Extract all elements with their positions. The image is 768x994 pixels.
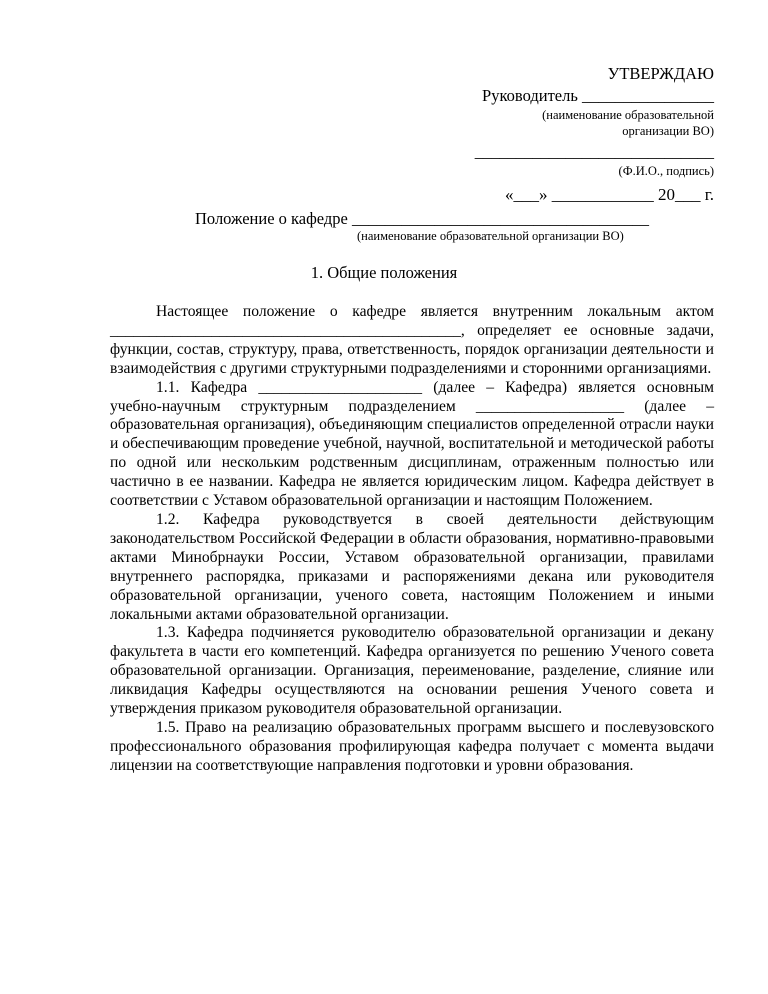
approval-sign-line: _____________________________ <box>474 142 714 161</box>
regulation-title: Положение о кафедре ____________________________________ <box>195 209 649 228</box>
approval-title: УТВЕРЖДАЮ <box>607 64 714 83</box>
paragraph-1-5: 1.5. Право на реализацию образовательных программ высшего и послевузовского профессионального образования профилирующая кафедра получает с момента выдачи лицензии на соответствующие направления подготовки и уровни образования. <box>110 718 714 774</box>
paragraph-intro: Настоящее положение о кафедре является внутренним локальным актом _____________________________________________, определяет ее основные задачи, функции, состав, структуру, права, ответственность, порядок организации деятельности и взаимодействия с другими структурными подразделениями и сторонними организациями. <box>110 303 714 377</box>
approval-head-line: Руководитель ________________ <box>482 86 714 105</box>
section-heading: 1. Общие положения <box>310 263 458 282</box>
paragraph-1-2: 1.2. Кафедра руководствуется в своей деятельности действующим законодательством Российской Федерации в области образования, нормативно-правовыми актами Минобрнауки России, Уставом образовательной организации, правилами внутреннего распорядка, приказами и распоряжениями декана или руководителя образовательной организации, ученого совета, настоящим Положением и иными локальными актами образовательной организации. <box>110 510 714 623</box>
approval-date-line: «___» ____________ 20___ г. <box>504 185 714 204</box>
paragraph-1-1: 1.1. Кафедра _____________________ (далее – Кафедра) является основным учебно-научным структурным подразделением ___________________ (далее – образовательная организация), объединяющим специалистов определенной отрасли науки и обеспечивающим проведение учебной, научной, воспитательной и методической работы по одной или нескольким родственным дисциплинам, отраженным полностью или частично в ее названии. Кафедра не является юридическим лицом. Кафедра действует в соответствии с Уставом образовательной организации и настоящим Положением. <box>110 378 714 510</box>
paragraph-1-3: 1.3. Кафедра подчиняется руководителю образовательной организации и декану факультета в части его компетенций. Кафедра организуется по решению Ученого совета образовательной организации. Организация, переименование, разделение, слияние или ликвидация Кафедры осуществляются на основании решения Ученого совета и утверждения приказом руководителя образовательной организации. <box>110 624 714 718</box>
section-body <box>110 303 714 776</box>
approval-org-hint-2: организации ВО) <box>622 124 714 138</box>
approval-block <box>414 63 714 207</box>
approval-org-hint-1: (наименование образовательной <box>542 108 714 122</box>
regulation-subtitle: (наименование образовательной организации ВО) <box>357 229 624 243</box>
approval-sign-hint: (Ф.И.О., подпись) <box>618 164 714 178</box>
